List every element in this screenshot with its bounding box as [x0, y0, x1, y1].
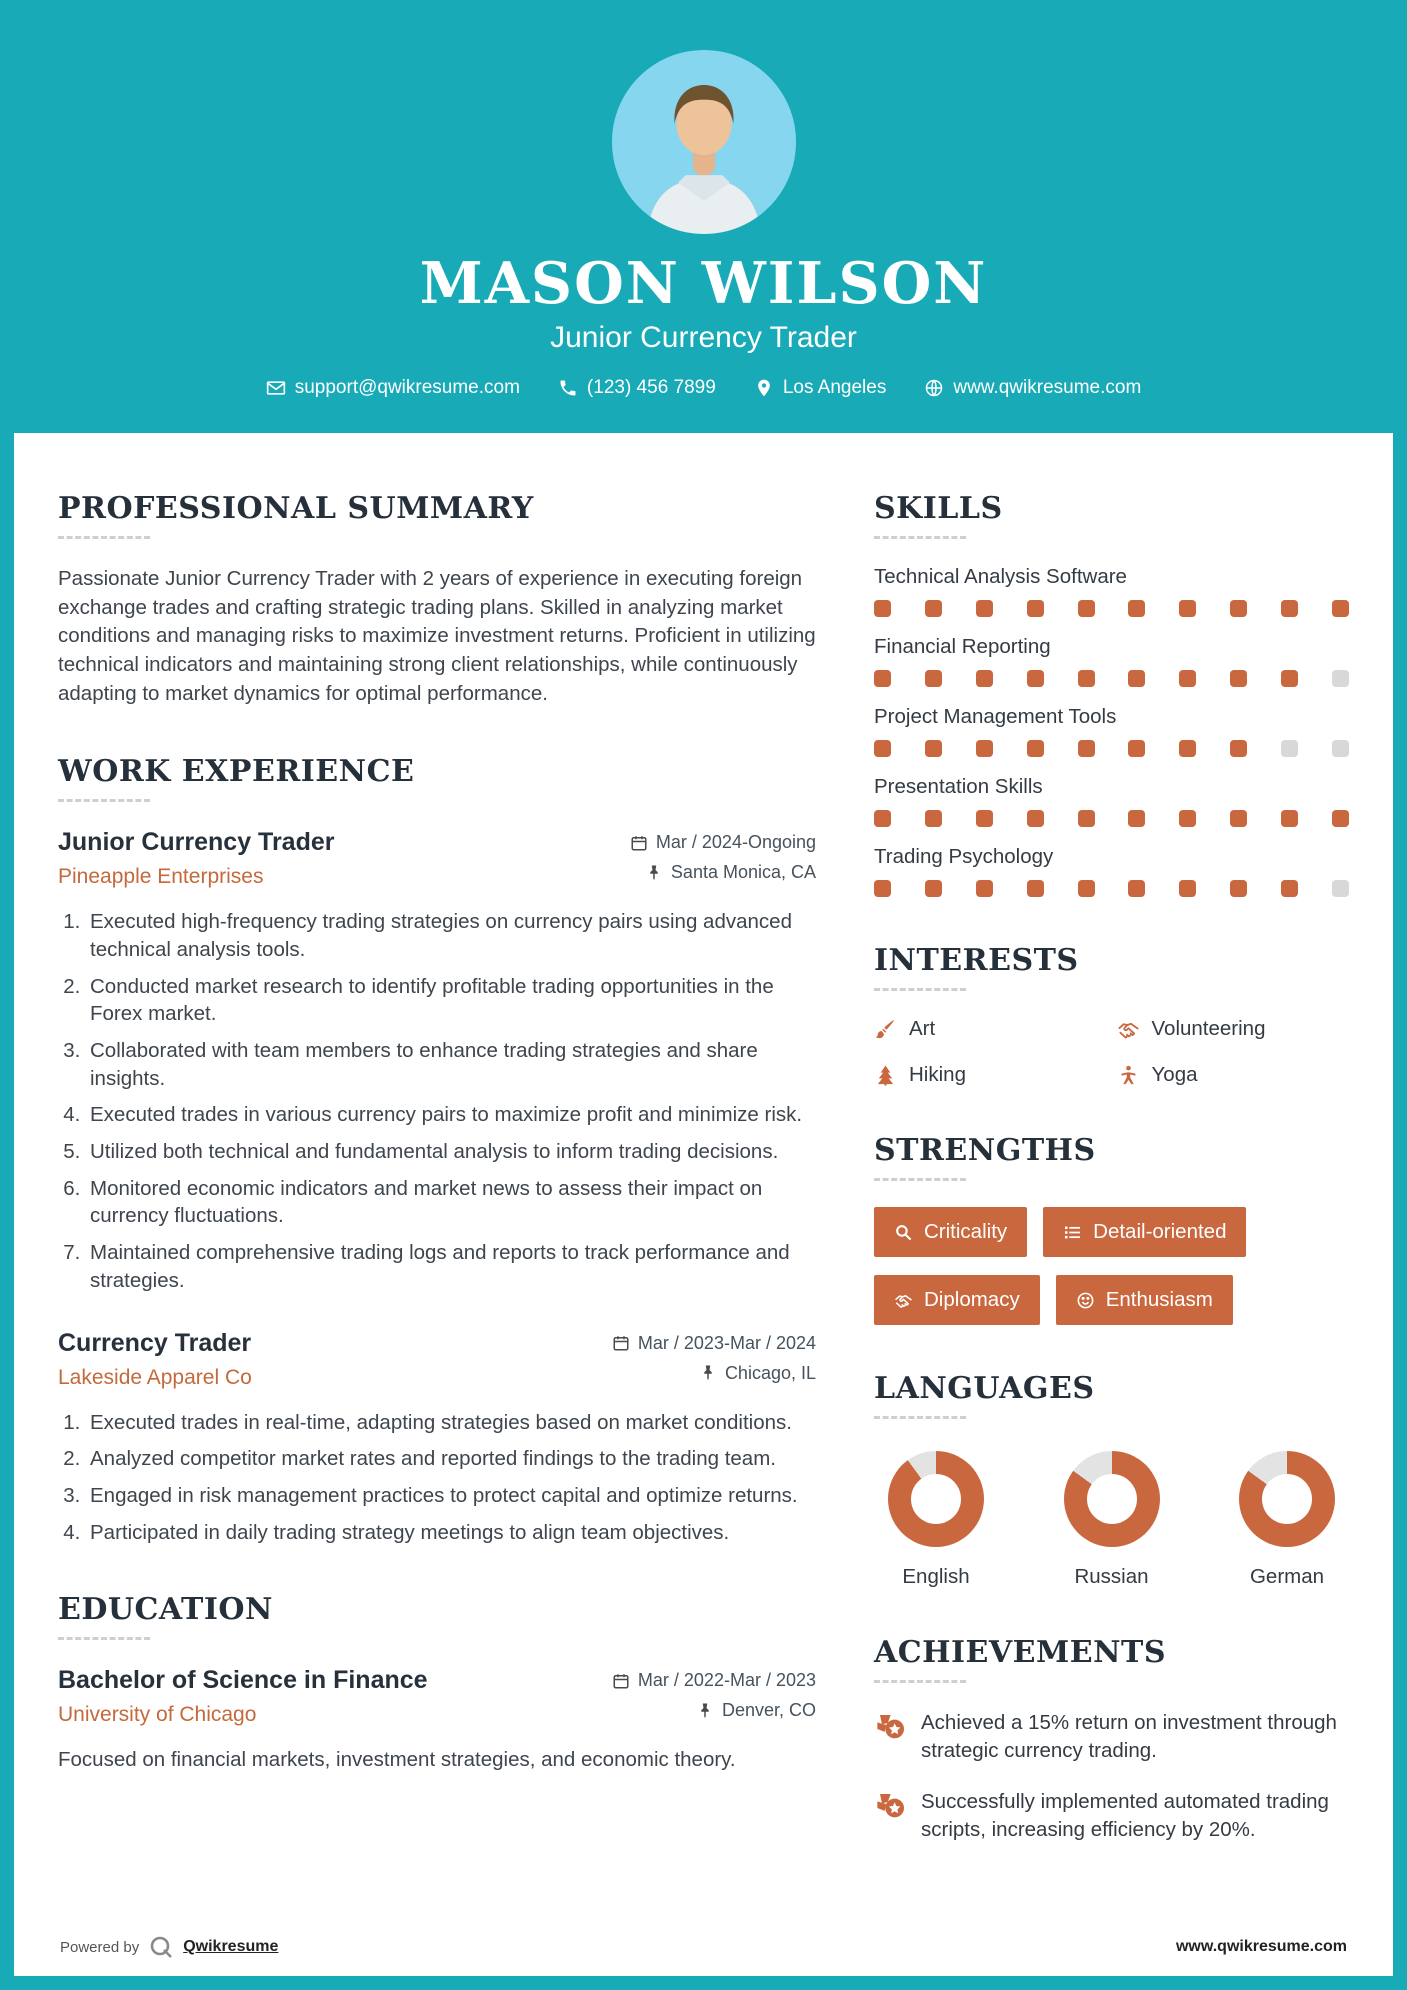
job-bullet: 3. Collaborated with team members to enhance trading strategies and share insights.: [86, 1037, 816, 1092]
education-description: Focused on financial markets, investment strategies, and economic theory.: [58, 1748, 736, 1772]
section-heading-interests: INTERESTS: [874, 943, 1079, 978]
education-location: Denver, CO: [721, 1700, 816, 1721]
skill-dot-filled: [1230, 810, 1247, 827]
job-location: Santa Monica, CA: [670, 862, 816, 883]
footer: [60, 1934, 1347, 1960]
magnifier-icon: [894, 1223, 913, 1242]
strength-label: Diplomacy: [924, 1288, 1020, 1311]
section-achievements: [874, 1635, 1349, 1844]
interest-label: Art: [909, 1017, 936, 1040]
skill-dot-filled: [1230, 600, 1247, 617]
skill-dot-filled: [976, 600, 993, 617]
skill-dot-filled: [1027, 880, 1044, 897]
strength-badge-enthusiasm: [1056, 1275, 1233, 1325]
job-bullet: 6. Monitored economic indicators and market news to assess their impact on currency fluctuations.: [86, 1175, 816, 1230]
section-heading-achievements: ACHIEVEMENTS: [874, 1635, 1167, 1670]
skill-dot-filled: [1027, 740, 1044, 757]
calendar-icon: [630, 834, 648, 852]
strength-label: Detail-oriented: [1093, 1220, 1227, 1243]
content-columns: [14, 433, 1393, 1890]
education-dates: Mar / 2022-Mar / 2023: [637, 1670, 816, 1691]
section-strengths: [874, 1133, 1349, 1325]
section-skills: [874, 491, 1349, 897]
skill-dot-empty: [1332, 670, 1349, 687]
skill-dot-filled: [1078, 670, 1095, 687]
section-work-experience: [58, 754, 816, 1546]
skill-dot-filled: [925, 670, 942, 687]
section-professional-summary: [58, 491, 816, 708]
skill-dot-filled: [874, 810, 891, 827]
language-donut: [888, 1451, 984, 1547]
job-entry: [58, 1329, 816, 1547]
skill-name: Financial Reporting: [874, 635, 1051, 658]
award-icon: [874, 1790, 906, 1822]
contact-website-text: www.qwikresume.com: [953, 377, 1142, 398]
job-bullet: 5. Utilized both technical and fundamental analysis to inform trading decisions.: [86, 1138, 816, 1166]
heading-underline: [58, 799, 150, 802]
skill-dot-filled: [1281, 670, 1298, 687]
qwikresume-link[interactable]: Qwikresume: [183, 1938, 279, 1955]
contact-email-text: support@qwikresume.com: [294, 377, 520, 398]
heading-underline: [874, 1178, 966, 1181]
degree-title: Bachelor of Science in Finance: [58, 1666, 428, 1695]
skill-dot-filled: [1179, 600, 1196, 617]
skill-dot-filled: [976, 810, 993, 827]
section-heading-strengths: STRENGTHS: [874, 1133, 1096, 1168]
skill-dot-filled: [1179, 880, 1196, 897]
left-column: [58, 491, 816, 1890]
qwikresume-logo-icon: [148, 1934, 174, 1960]
contact-phone[interactable]: [558, 377, 716, 399]
contact-location: [754, 377, 887, 399]
strength-label: Enthusiasm: [1105, 1288, 1213, 1311]
heading-underline: [874, 1416, 966, 1419]
skill-dot-filled: [1230, 740, 1247, 757]
skill-dot-filled: [976, 880, 993, 897]
language-label: German: [1249, 1565, 1325, 1588]
skill-dot-filled: [1128, 810, 1145, 827]
job-bullet: 1. Executed trades in real-time, adapting strategies based on market conditions.: [86, 1409, 816, 1437]
school-name: University of Chicago: [58, 1703, 257, 1727]
tree-icon: [874, 1064, 897, 1087]
skill-dot-filled: [1179, 670, 1196, 687]
job-bullet: 4. Executed trades in various currency pairs to maximize profit and minimize risk.: [86, 1101, 816, 1129]
profile-photo: [612, 50, 796, 234]
powered-by-text: Powered by: [60, 1938, 140, 1956]
skill-dot-filled: [1128, 880, 1145, 897]
skill-dot-filled: [925, 740, 942, 757]
section-languages: [874, 1371, 1349, 1589]
skill-dot-filled: [874, 740, 891, 757]
skill-name: Technical Analysis Software: [874, 565, 1127, 588]
skill-dot-filled: [1128, 740, 1145, 757]
contact-website[interactable]: [924, 377, 1141, 399]
skill-dot-filled: [1128, 600, 1145, 617]
skill-dot-filled: [1230, 670, 1247, 687]
skill-dot-filled: [1281, 880, 1298, 897]
pushpin-icon: [699, 1364, 717, 1382]
section-heading-experience: WORK EXPERIENCE: [58, 754, 415, 790]
calendar-icon: [612, 1334, 630, 1352]
job-entry: [58, 828, 816, 1294]
language-donut: [1064, 1451, 1160, 1547]
award-icon: [874, 1711, 906, 1743]
strength-badge-detail-oriented: [1043, 1207, 1246, 1257]
job-bullet-list: [58, 1409, 816, 1547]
job-bullet: 4. Participated in daily trading strategy meetings to align team objectives.: [86, 1519, 816, 1547]
interest-item: [1117, 1063, 1350, 1087]
summary-text: Passionate Junior Currency Trader with 2 years of experience in executing foreign exchange trades and crafting strategic trading plans. Skilled in analyzing market conditions and managing risks to maximize investment returns. Proficient in utilizing technical indicators and maintaining strong client relationships, while continuously adapting to market dynamics for optimal performance.: [58, 567, 816, 705]
language-item: [1239, 1451, 1335, 1589]
language-label: English: [902, 1565, 970, 1588]
header: [14, 14, 1393, 433]
skill-name: Project Management Tools: [874, 705, 1117, 728]
company-name: Pineapple Enterprises: [58, 865, 264, 889]
right-column: [874, 491, 1349, 1890]
calendar-icon: [612, 1672, 630, 1690]
skill-dot-filled: [1128, 670, 1145, 687]
skill-level-bar: [874, 670, 1349, 687]
skill-dot-filled: [1230, 880, 1247, 897]
map-pin-icon: [754, 378, 774, 398]
language-label: Russian: [1074, 1565, 1149, 1588]
skill-dot-filled: [1078, 740, 1095, 757]
skill-dot-filled: [925, 880, 942, 897]
pushpin-icon: [696, 1702, 714, 1720]
skill-dot-filled: [1027, 810, 1044, 827]
powered-by: [60, 1934, 278, 1960]
skill-dot-filled: [874, 600, 891, 617]
skill-dot-filled: [976, 740, 993, 757]
skill-dot-filled: [1078, 600, 1095, 617]
interest-item: [1117, 1017, 1350, 1041]
phone-icon: [558, 378, 578, 398]
skill-dot-filled: [1078, 880, 1095, 897]
interest-item: [874, 1017, 1107, 1041]
strength-badge-diplomacy: [874, 1275, 1040, 1325]
job-title: Junior Currency Trader: [58, 828, 335, 857]
globe-icon: [924, 378, 944, 398]
skill-dot-filled: [874, 670, 891, 687]
skill-dot-empty: [1332, 880, 1349, 897]
skill-row: [874, 705, 1349, 757]
language-item: [1064, 1451, 1160, 1589]
skill-name: Presentation Skills: [874, 775, 1043, 798]
language-item: [888, 1451, 984, 1589]
job-dates: Mar / 2024-Ongoing: [655, 832, 816, 853]
job-title-subtitle: Junior Currency Trader: [550, 321, 857, 354]
pushpin-icon: [645, 864, 663, 882]
strength-badge-criticality: [874, 1207, 1027, 1257]
job-bullet: 2. Conducted market research to identify profitable trading opportunities in the Forex market.: [86, 973, 816, 1028]
skill-dot-filled: [1332, 810, 1349, 827]
skill-row: [874, 565, 1349, 617]
contact-location-text: Los Angeles: [782, 377, 887, 398]
job-bullet: 2. Analyzed competitor market rates and reported findings to the trading team.: [86, 1445, 816, 1473]
achievement-text: Achieved a 15% return on investment through strategic currency trading.: [921, 1711, 1337, 1762]
interest-label: Hiking: [909, 1063, 966, 1086]
skill-level-bar: [874, 600, 1349, 617]
footer-website[interactable]: www.qwikresume.com: [1175, 1938, 1347, 1955]
skill-dot-filled: [1281, 600, 1298, 617]
skill-dot-filled: [976, 670, 993, 687]
skill-dot-filled: [1332, 600, 1349, 617]
skill-dot-filled: [925, 600, 942, 617]
skill-dot-filled: [874, 880, 891, 897]
list-icon: [1063, 1223, 1082, 1242]
job-bullet-list: [58, 908, 816, 1294]
skill-dot-filled: [925, 810, 942, 827]
section-interests: [874, 943, 1349, 1087]
envelope-icon: [266, 378, 286, 398]
job-bullet: 7. Maintained comprehensive trading logs and reports to track performance and strategies.: [86, 1239, 816, 1294]
heading-underline: [874, 536, 966, 539]
skill-level-bar: [874, 810, 1349, 827]
skill-row: [874, 635, 1349, 687]
heading-underline: [874, 988, 966, 991]
skill-dot-filled: [1027, 600, 1044, 617]
achievement-item: [874, 1709, 1349, 1764]
heading-underline: [58, 536, 150, 539]
job-title: Currency Trader: [58, 1328, 252, 1357]
skill-level-bar: [874, 880, 1349, 897]
job-bullet: 1. Executed high-frequency trading strategies on currency pairs using advanced technical analysis tools.: [86, 908, 816, 963]
skill-dot-filled: [1179, 740, 1196, 757]
skill-dot-empty: [1281, 740, 1298, 757]
skill-dot-filled: [1027, 670, 1044, 687]
contact-email[interactable]: [266, 377, 520, 399]
section-heading-education: EDUCATION: [58, 1592, 273, 1628]
heading-underline: [874, 1680, 966, 1683]
job-location: Chicago, IL: [724, 1362, 816, 1383]
person-icon: [1117, 1064, 1140, 1087]
contact-row: [34, 377, 1373, 399]
section-heading-skills: SKILLS: [874, 491, 1003, 526]
heading-underline: [58, 1637, 150, 1640]
paintbrush-icon: [874, 1018, 897, 1041]
job-dates: Mar / 2023-Mar / 2024: [637, 1332, 816, 1353]
handshake-icon: [894, 1291, 913, 1310]
smiley-icon: [1076, 1291, 1095, 1310]
skill-dot-filled: [1179, 810, 1196, 827]
interest-label: Volunteering: [1151, 1017, 1266, 1040]
section-heading-summary: PROFESSIONAL SUMMARY: [58, 491, 534, 526]
profile-photo-illustration: [612, 50, 796, 234]
section-heading-languages: LANGUAGES: [874, 1371, 1095, 1406]
handshake-icon: [1117, 1018, 1140, 1041]
skill-row: [874, 845, 1349, 897]
interest-label: Yoga: [1151, 1063, 1198, 1086]
achievement-text: Successfully implemented automated trading scripts, increasing efficiency by 20%.: [921, 1790, 1329, 1842]
page-title: MASON WILSON: [419, 250, 988, 317]
skill-level-bar: [874, 740, 1349, 757]
interest-item: [874, 1063, 1107, 1087]
language-donut: [1239, 1451, 1335, 1547]
section-education: [58, 1592, 816, 1775]
strength-label: Criticality: [924, 1220, 1008, 1243]
skill-row: [874, 775, 1349, 827]
skill-dot-filled: [1281, 810, 1298, 827]
job-bullet: 3. Engaged in risk management practices to protect capital and optimize returns.: [86, 1482, 816, 1510]
skill-dot-empty: [1332, 740, 1349, 757]
contact-phone-text: (123) 456 7899: [586, 377, 716, 398]
skill-name: Trading Psychology: [874, 845, 1054, 868]
skill-dot-filled: [1078, 810, 1095, 827]
achievement-item: [874, 1788, 1349, 1843]
company-name: Lakeside Apparel Co: [58, 1365, 252, 1389]
